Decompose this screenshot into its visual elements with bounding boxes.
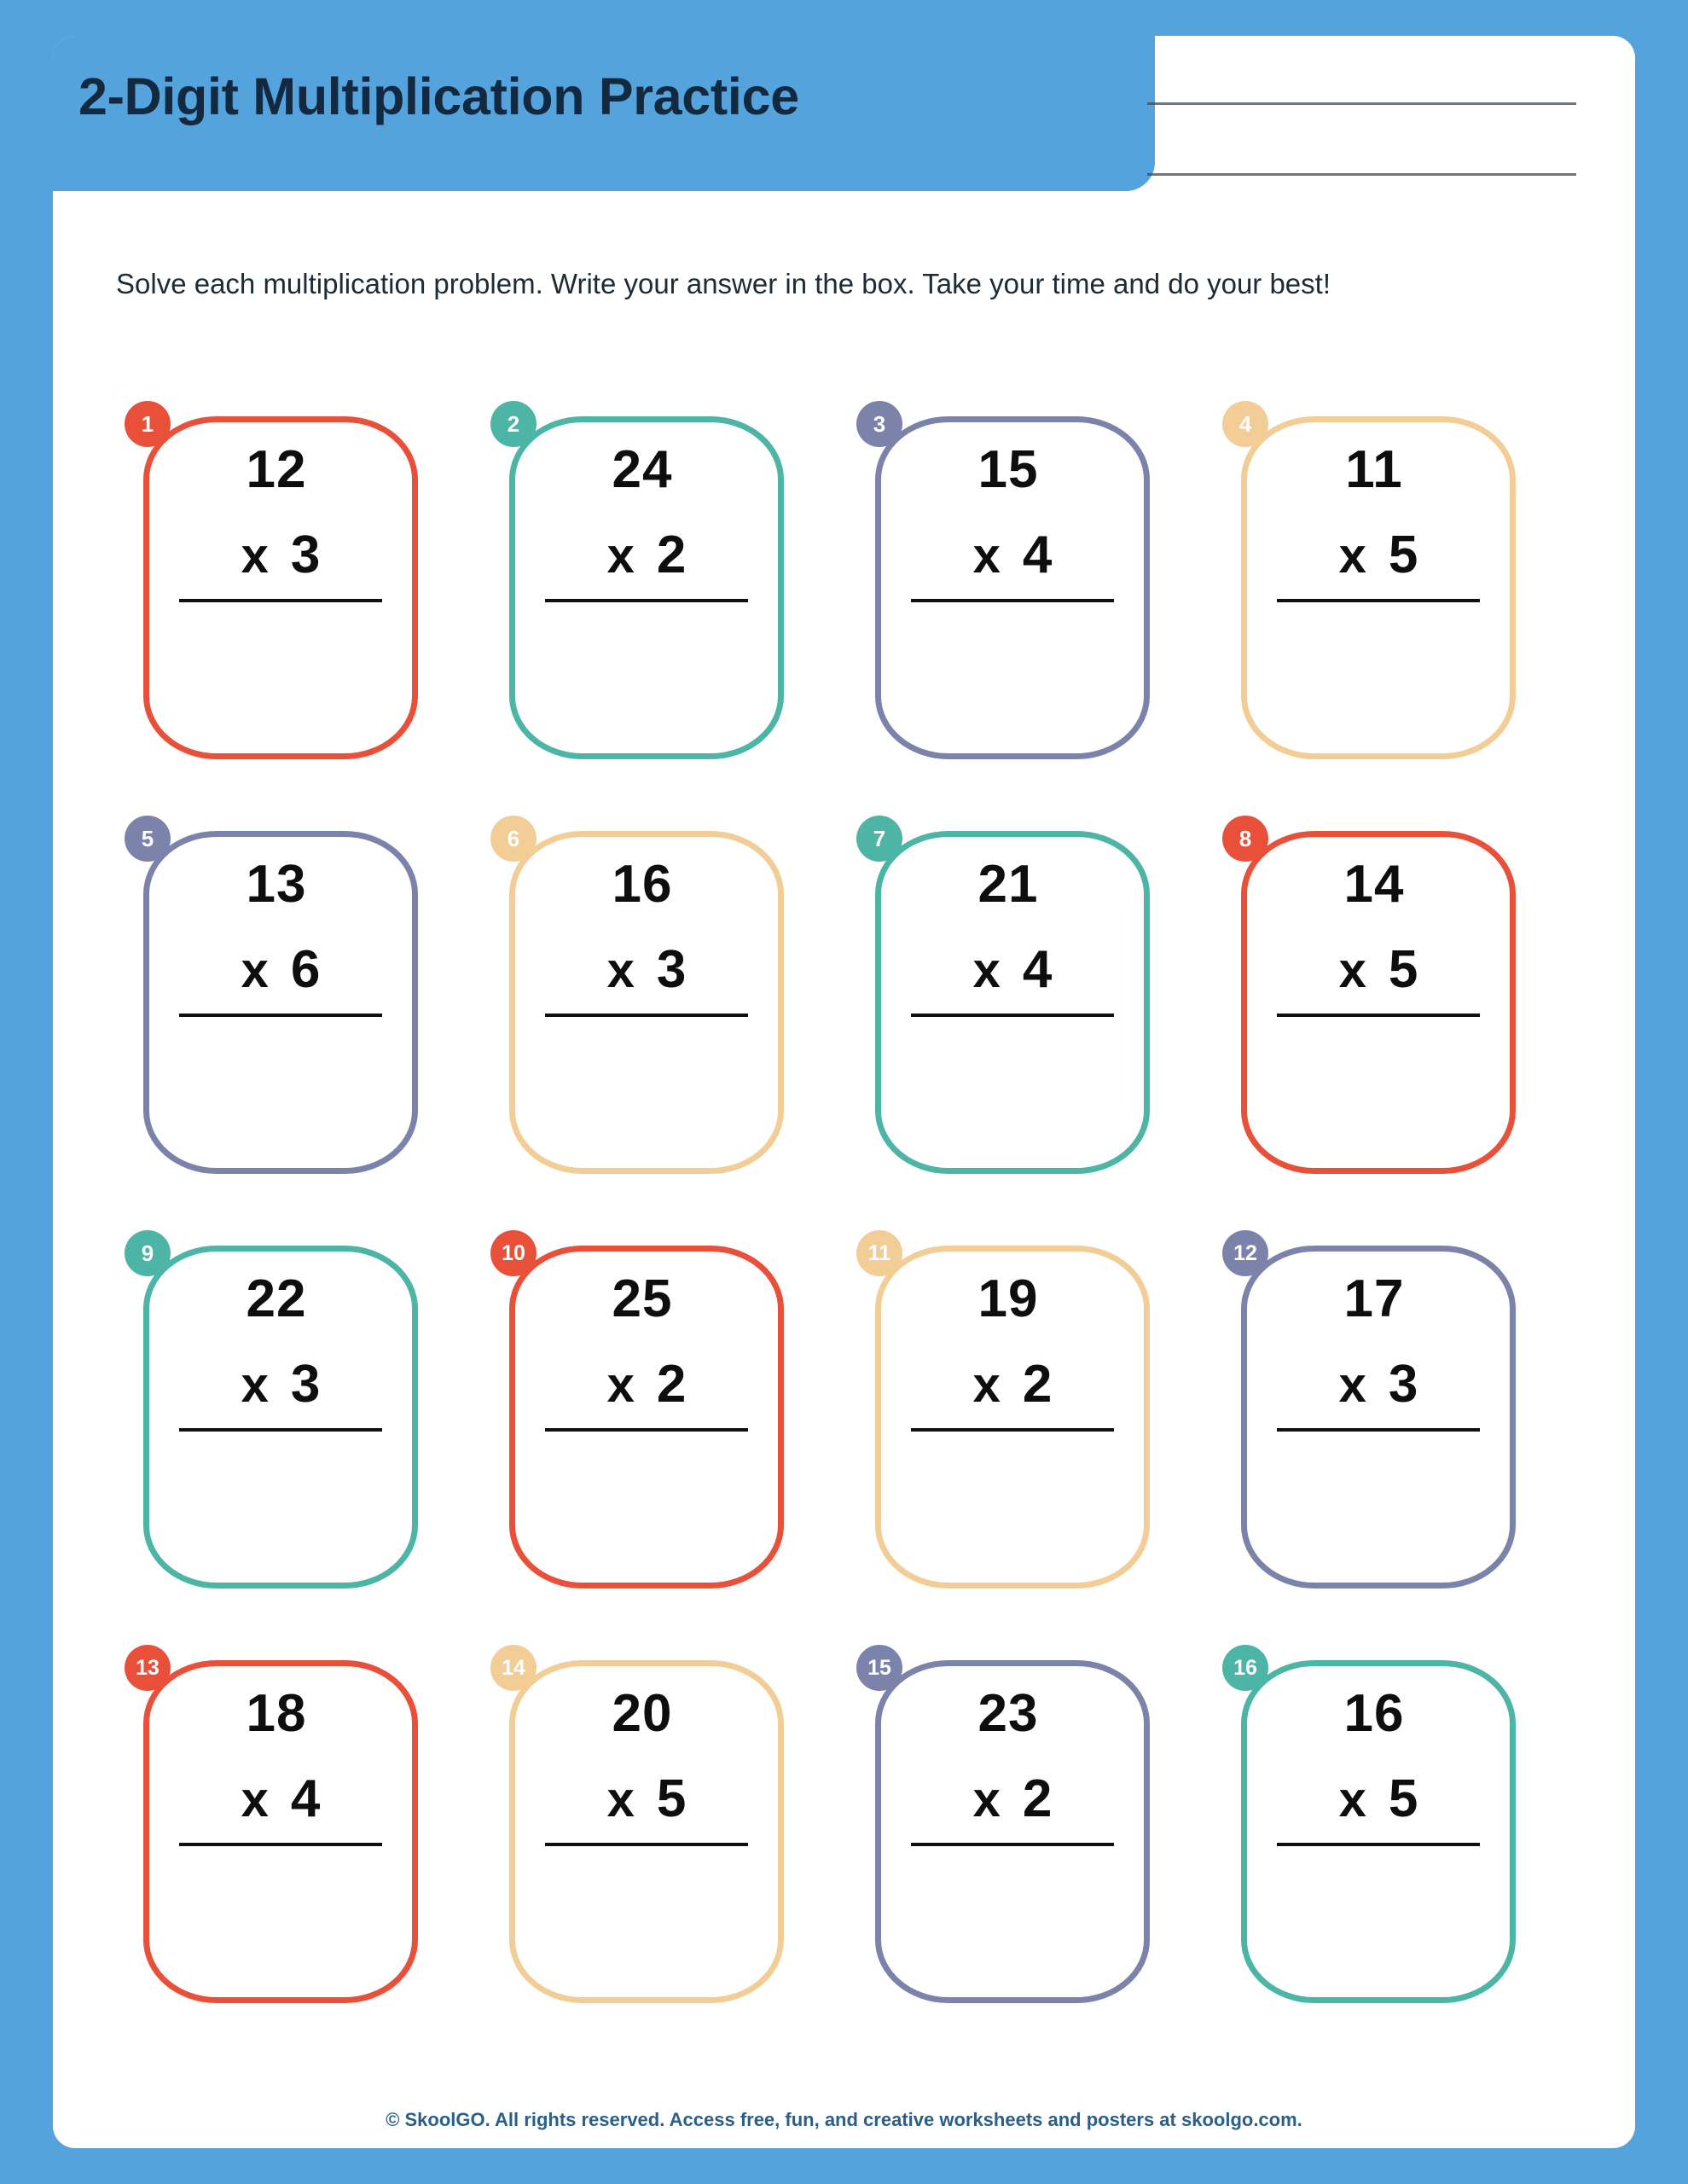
answer-line[interactable] (1277, 1843, 1480, 1846)
multiply-operator: x (1338, 1357, 1366, 1413)
problem-body (875, 1660, 1150, 2003)
answer-line[interactable] (545, 1428, 748, 1432)
multiplier: 2 (656, 1355, 687, 1414)
problem-cell (482, 401, 840, 800)
problem-cell (482, 1645, 840, 2044)
multiplier: 4 (1022, 526, 1053, 584)
instructions-text: Solve each multiplication problem. Write your answer in the box. Take your time and do your best! (116, 268, 1331, 299)
multiply-operator: x (606, 943, 635, 998)
problem-cell (848, 816, 1206, 1215)
multiplier-row (180, 1355, 381, 1414)
multiplicand: 12 (246, 440, 307, 499)
problem-body (1241, 416, 1516, 759)
footer-credit: © SkoolGO. All rights reserved. Access free, fun, and creative worksheets and posters at skoolgo.com. (386, 2109, 1302, 2130)
name-write-line[interactable] (1147, 102, 1576, 105)
problem-body (509, 1660, 784, 2003)
problem-number-badge: 4 (1222, 401, 1268, 447)
multiplier-row (180, 940, 381, 999)
answer-line[interactable] (179, 1843, 382, 1846)
multiplicand: 19 (977, 1269, 1039, 1328)
answer-line[interactable] (179, 1428, 382, 1432)
multiply-operator: x (241, 1357, 269, 1413)
multiplier-row (1278, 526, 1479, 584)
multiplicand: 13 (246, 855, 307, 914)
problem-body (143, 831, 418, 1174)
problem-body (143, 416, 418, 759)
multiplicand: 18 (246, 1684, 307, 1743)
answer-line[interactable] (545, 1014, 748, 1017)
multiply-operator: x (241, 528, 269, 584)
multiplier: 3 (1388, 1355, 1418, 1414)
multiplicand: 21 (977, 855, 1039, 914)
multiplier-row (912, 940, 1113, 999)
problem-body (143, 1660, 418, 2003)
problem-grid (116, 401, 1575, 2044)
multiplier: 4 (1022, 940, 1053, 999)
multiply-operator: x (972, 528, 1001, 584)
problem-cell (848, 401, 1206, 800)
problem-cell (1214, 401, 1572, 800)
multiplier: 3 (290, 1355, 321, 1414)
problem-number-badge: 8 (1222, 816, 1268, 862)
problem-cell (1214, 1645, 1572, 2044)
multiplier: 5 (1388, 940, 1418, 999)
problem-cell (116, 401, 474, 800)
problem-cell (116, 1645, 474, 2044)
multiply-operator: x (241, 943, 269, 998)
problem-number-badge: 7 (856, 816, 902, 862)
problem-cell (116, 1230, 474, 1629)
problem-number-badge: 2 (490, 401, 537, 447)
multiplicand: 11 (1345, 440, 1403, 499)
multiplier-row (546, 526, 747, 584)
problem-body (509, 416, 784, 759)
multiply-operator: x (972, 943, 1001, 998)
multiplier: 3 (290, 526, 321, 584)
problem-body (875, 831, 1150, 1174)
multiplier: 5 (1388, 1769, 1418, 1828)
problem-cell (1214, 816, 1572, 1215)
multiplicand: 16 (612, 855, 673, 914)
answer-line[interactable] (911, 1014, 1114, 1017)
answer-line[interactable] (179, 1014, 382, 1017)
multiplicand: 16 (1343, 1684, 1405, 1743)
problem-cell (848, 1230, 1206, 1629)
multiply-operator: x (606, 528, 635, 584)
multiplicand: 25 (612, 1269, 673, 1328)
multiplier-row (546, 940, 747, 999)
problem-number-badge: 14 (490, 1645, 537, 1691)
multiplier: 3 (656, 940, 687, 999)
answer-line[interactable] (1277, 1428, 1480, 1432)
problem-number-badge: 11 (856, 1230, 902, 1276)
multiplicand: 20 (612, 1684, 673, 1743)
problem-body (1241, 831, 1516, 1174)
problem-number-badge: 10 (490, 1230, 537, 1276)
problem-number-badge: 6 (490, 816, 537, 862)
multiply-operator: x (241, 1772, 269, 1827)
multiplier: 5 (656, 1769, 687, 1828)
multiplicand: 23 (977, 1684, 1039, 1743)
problem-number-badge: 3 (856, 401, 902, 447)
problem-number-badge: 13 (125, 1645, 171, 1691)
answer-line[interactable] (911, 599, 1114, 602)
multiply-operator: x (1338, 1772, 1366, 1827)
multiplier-row (912, 526, 1113, 584)
problem-number-badge: 1 (125, 401, 171, 447)
problem-number-badge: 16 (1222, 1645, 1268, 1691)
multiply-operator: x (1338, 943, 1366, 998)
multiply-operator: x (972, 1772, 1001, 1827)
multiplier-row (912, 1769, 1113, 1828)
multiplier-row (912, 1355, 1113, 1414)
multiplier-row (180, 526, 381, 584)
multiplier-row (180, 1769, 381, 1828)
answer-line[interactable] (1277, 599, 1480, 602)
multiplier: 4 (290, 1769, 321, 1828)
answer-line[interactable] (545, 1843, 748, 1846)
problem-cell (482, 816, 840, 1215)
problem-body (875, 1246, 1150, 1589)
problem-cell (482, 1230, 840, 1629)
problem-body (1241, 1660, 1516, 2003)
multiplicand: 17 (1343, 1269, 1405, 1328)
answer-line[interactable] (911, 1843, 1114, 1846)
multiplier: 6 (290, 940, 321, 999)
multiplier-row (1278, 940, 1479, 999)
problem-cell (848, 1645, 1206, 2044)
multiplicand: 14 (1343, 855, 1405, 914)
multiplier: 2 (656, 526, 687, 584)
date-write-line[interactable] (1147, 173, 1576, 176)
answer-line[interactable] (1277, 1014, 1480, 1017)
answer-line[interactable] (911, 1428, 1114, 1432)
multiply-operator: x (606, 1772, 635, 1827)
problem-body (875, 416, 1150, 759)
problem-cell (116, 816, 474, 1215)
problem-body (509, 831, 784, 1174)
problem-number-badge: 5 (125, 816, 171, 862)
multiplier: 2 (1022, 1355, 1053, 1414)
multiply-operator: x (972, 1357, 1001, 1413)
problem-body (509, 1246, 784, 1589)
multiplier: 2 (1022, 1769, 1053, 1828)
problem-number-badge: 15 (856, 1645, 902, 1691)
problem-number-badge: 9 (125, 1230, 171, 1276)
multiply-operator: x (606, 1357, 635, 1413)
multiplier: 5 (1388, 526, 1418, 584)
multiplicand: 22 (246, 1269, 307, 1328)
answer-line[interactable] (179, 599, 382, 602)
name-date-lines (1147, 102, 1616, 176)
multiplier-row (1278, 1769, 1479, 1828)
problem-cell (1214, 1230, 1572, 1629)
multiplier-row (546, 1769, 747, 1828)
multiply-operator: x (1338, 528, 1366, 584)
problem-number-badge: 12 (1222, 1230, 1268, 1276)
problem-body (143, 1246, 418, 1589)
multiplicand: 15 (977, 440, 1039, 499)
page-title: 2-Digit Multiplication Practice (78, 67, 799, 125)
answer-line[interactable] (545, 599, 748, 602)
problem-body (1241, 1246, 1516, 1589)
multiplicand: 24 (612, 440, 673, 499)
multiplier-row (546, 1355, 747, 1414)
multiplier-row (1278, 1355, 1479, 1414)
